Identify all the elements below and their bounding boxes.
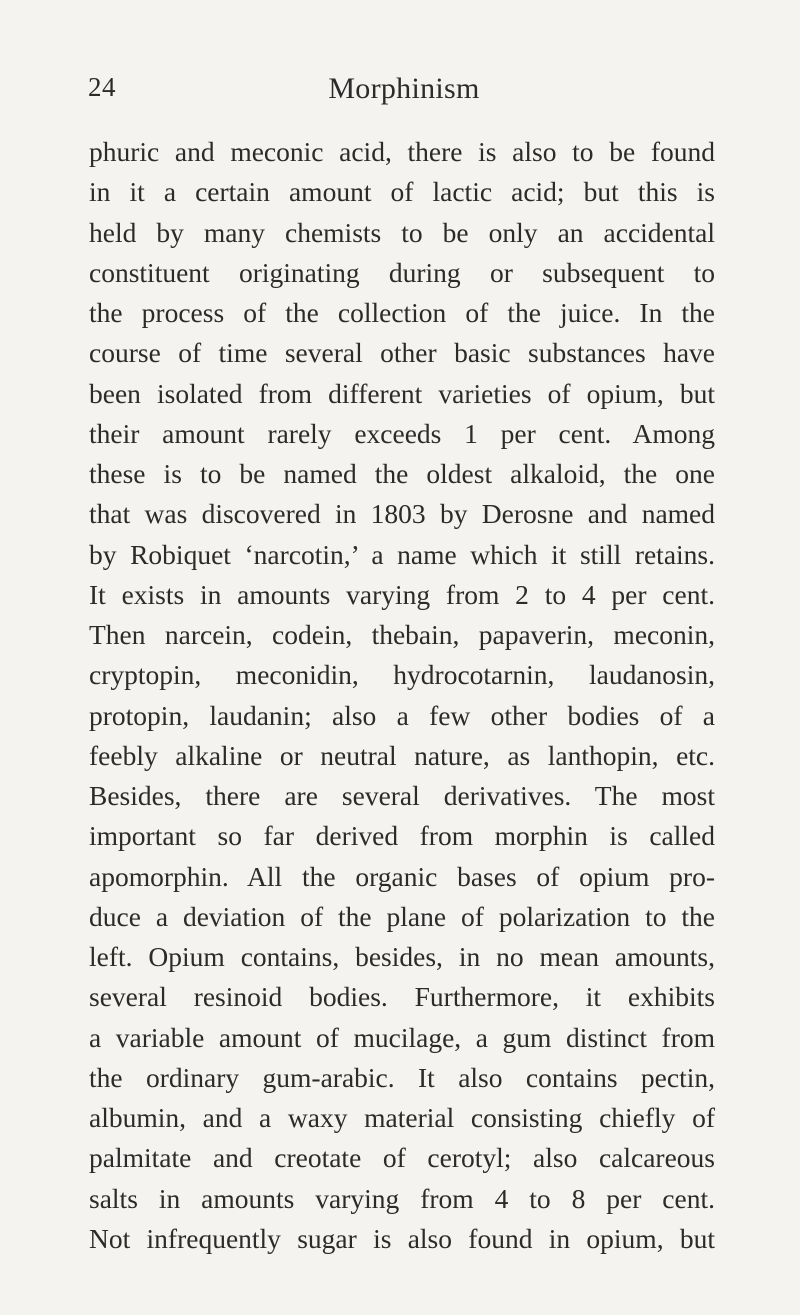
page-number: 24 [88, 72, 116, 102]
text-line: their amount rarely exceeds 1 per cent. Among [89, 417, 715, 449]
text-line: course of time several other basic substances have [89, 337, 715, 369]
text-line: been isolated from different varieties of opium, but [89, 377, 715, 409]
text-line: in it a certain amount of lactic acid; but this is [89, 176, 715, 208]
page-header [88, 72, 720, 112]
text-line: phuric and meconic acid, there is also to be found [89, 136, 715, 167]
text-line: that was discovered in 1803 by Derosne and named [89, 498, 715, 530]
text-line: by Robiquet ‘narcotin,’ a name which it still retains. [89, 538, 715, 570]
text-line: apomorphin. All the organic bases of opium pro- [89, 860, 715, 892]
running-head: Morphinism [328, 72, 480, 105]
text-line: left. Opium contains, besides, in no mean amounts, [89, 941, 715, 972]
text-line: the process of the collection of the juice. In the [89, 297, 715, 328]
text-line: important so far derived from morphin is called [89, 820, 715, 852]
text-line: protopin, laudanin; also a few other bodies of a [89, 699, 715, 731]
text-line: salts in amounts varying from 4 to 8 per cent. [89, 1182, 715, 1214]
text-line: a variable amount of mucilage, a gum distinct from [89, 1021, 715, 1053]
text-line: Then narcein, codein, thebain, papaverin, meconin, [89, 619, 715, 650]
text-line: the ordinary gum-arabic. It also contains pectin, [89, 1061, 715, 1093]
text-line: these is to be named the oldest alkaloid, the one [89, 458, 715, 489]
text-line: cryptopin, meconidin, hydrocotarnin, laudanosin, [89, 659, 715, 691]
text-line: albumin, and a waxy material consisting chiefly of [89, 1102, 715, 1133]
text-line: several resinoid bodies. Furthermore, it exhibits [89, 981, 715, 1013]
text-line: It exists in amounts varying from 2 to 4 per cent. [89, 578, 715, 610]
body-text [89, 132, 715, 1259]
text-line: held by many chemists to be only an accidental [89, 216, 715, 248]
text-line: feebly alkaline or neutral nature, as lanthopin, etc. [89, 739, 715, 771]
text-line: Not infrequently sugar is also found in opium, but [89, 1222, 715, 1254]
text-line: constituent originating during or subsequent to [89, 256, 715, 288]
text-line: duce a deviation of the plane of polarization to the [89, 900, 715, 932]
text-line: Besides, there are several derivatives. The most [89, 780, 715, 811]
text-line: palmitate and creotate of cerotyl; also calcareous [89, 1142, 715, 1174]
